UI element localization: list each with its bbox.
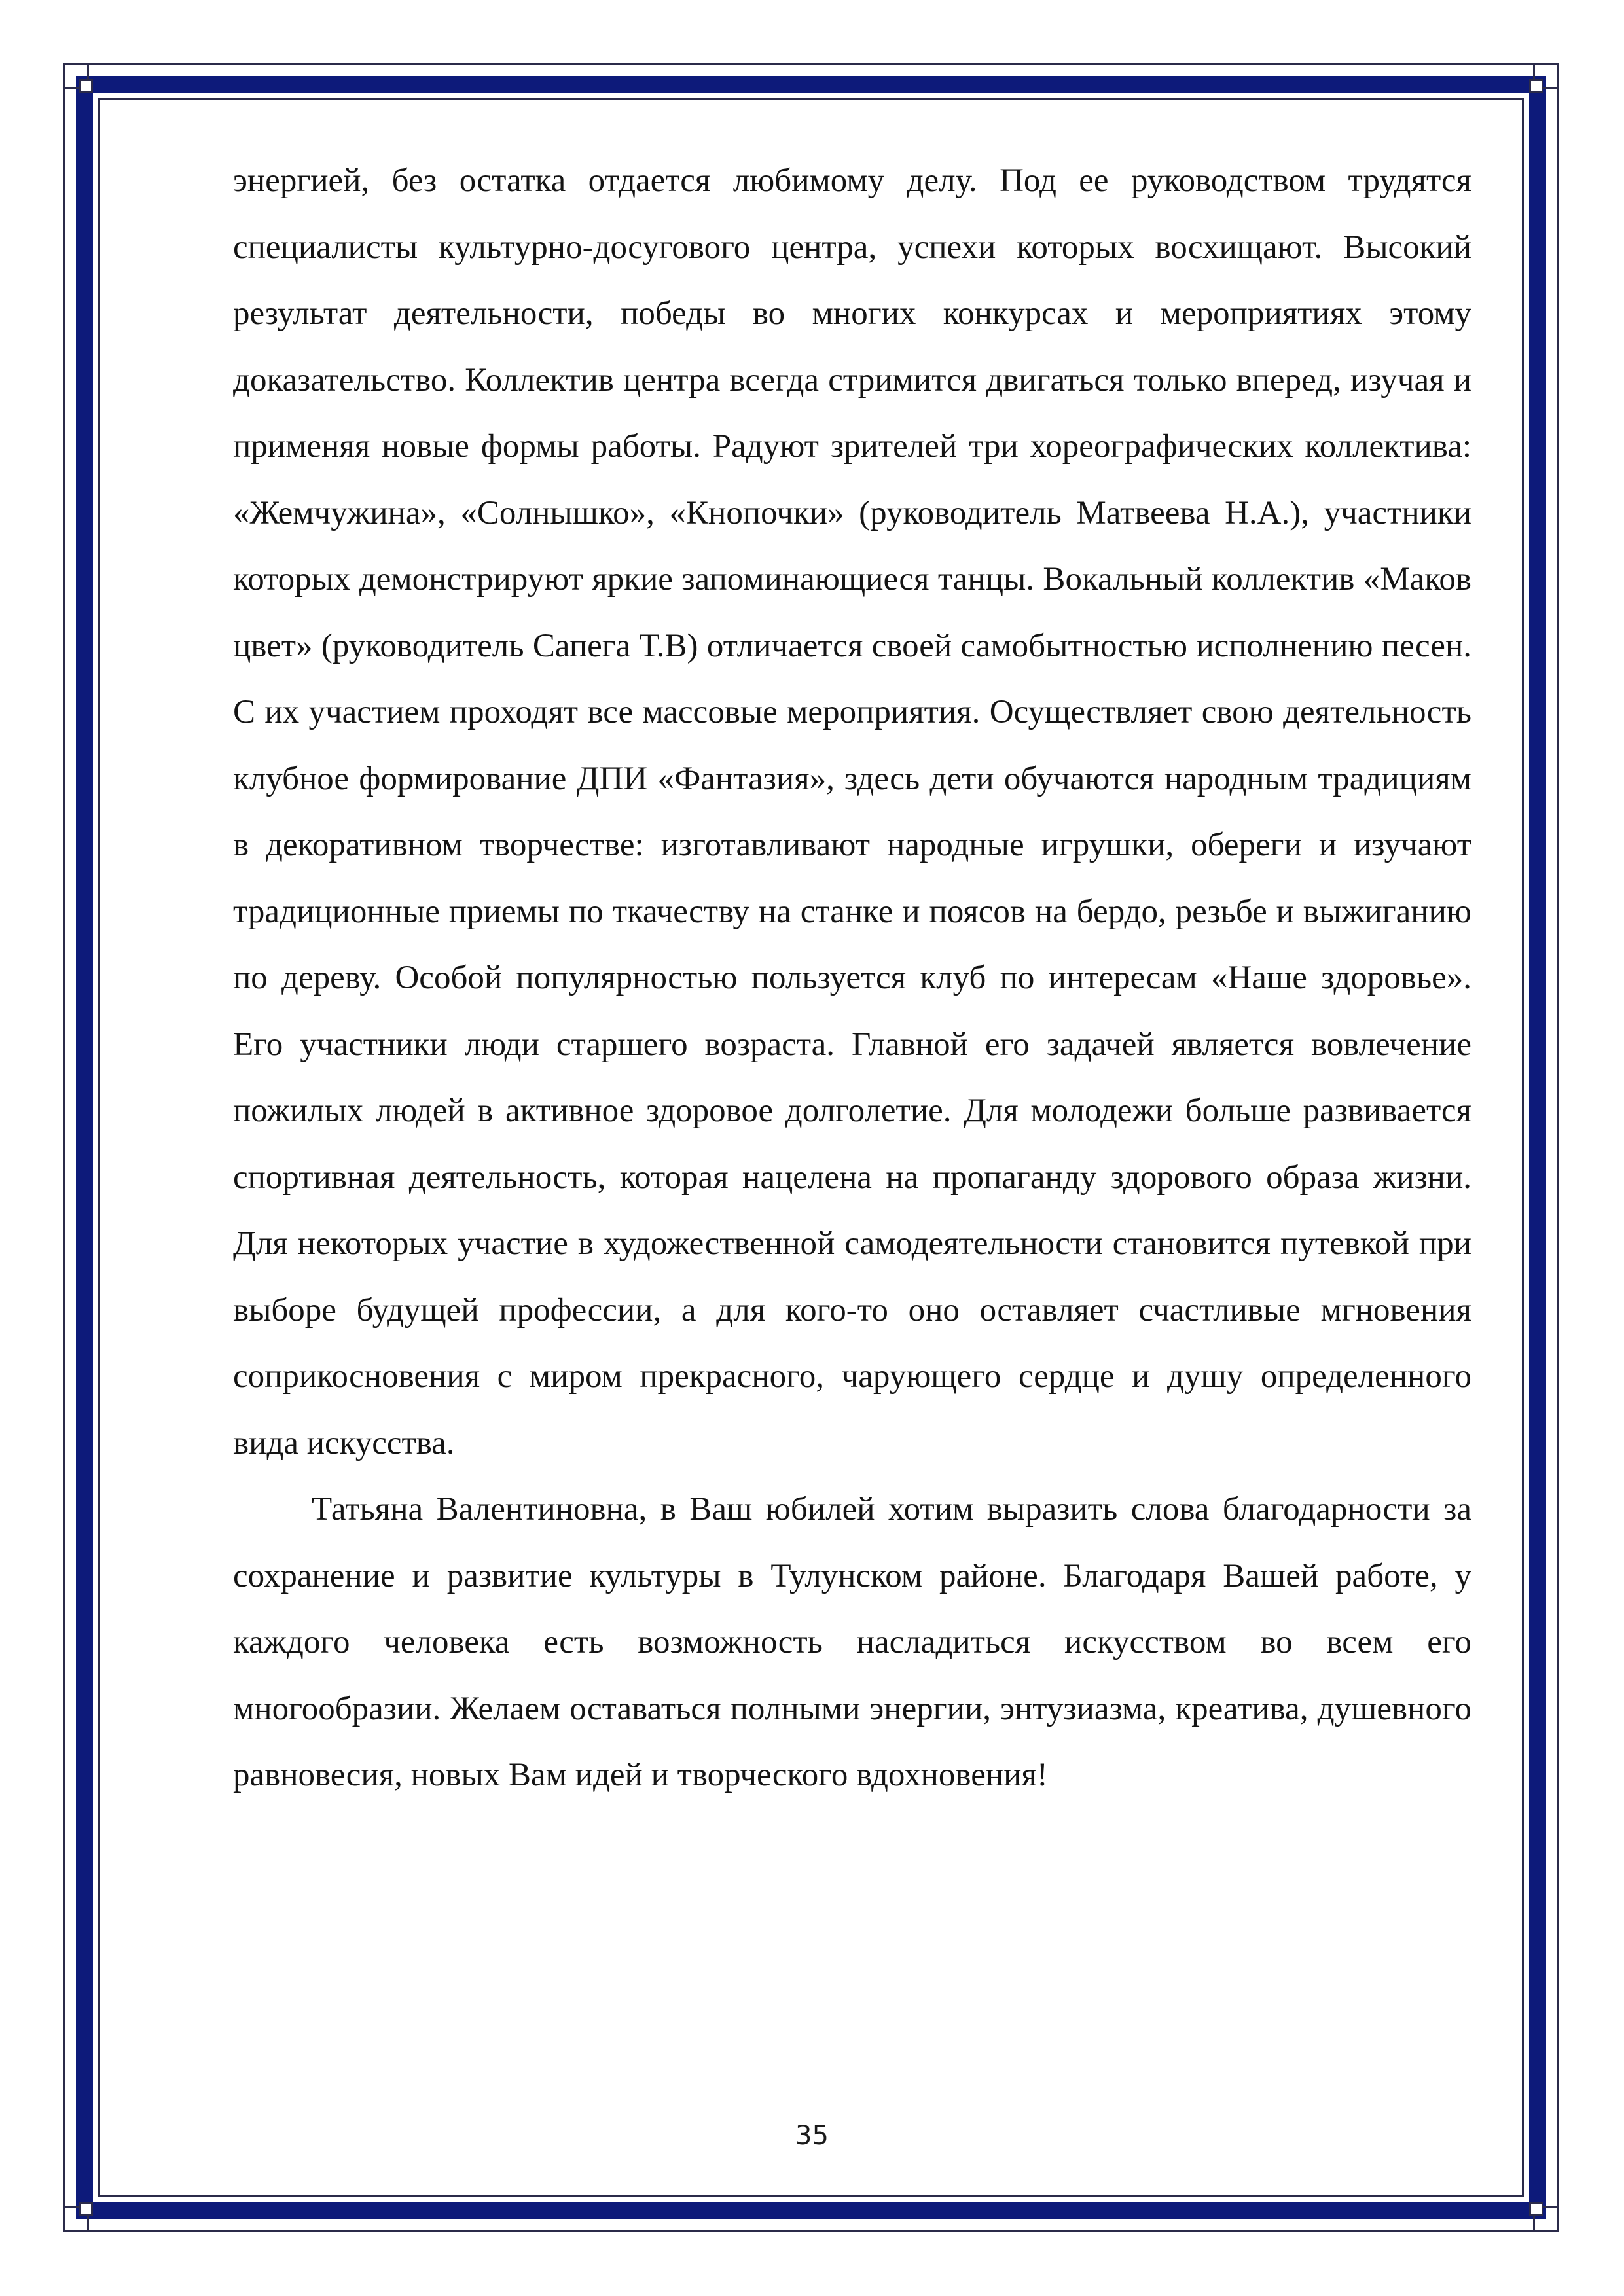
body-text (233, 148, 1471, 1809)
frame-corner-ornament (1520, 63, 1559, 102)
paragraph-continuation: энергией, без остатка отдается любимому делу. Под ее руководством трудятся специалисты культурно-досугового центра, успехи которых восхищают. Высокий результат деятельности, победы во многих конкурсах и мероприятиях этому доказательство. Коллектив центра всегда стримится двигаться только вперед, изучая и применяя новые формы работы. Радуют зрителей три хореографических коллектива: «Жемчужина», «Солнышко», «Кнопочки» (руководитель Матвеева Н.А.), участники которых демонстрируют яркие запоминающиеся танцы. Вокальный коллектив «Маков цвет» (руководитель Сапега Т.В) отличается своей самобытностью исполнению песен. С их участием проходят все массовые мероприятия. Осуществляет свою деятельность клубное формирование ДПИ «Фантазия», здесь дети обучаются народным традициям в декоративном творчестве: изготавливают народные игрушки, обереги и изучают традиционные приемы по ткачеству на станке и поясов на бердо, резьбе и выжиганию по дереву. Особой популярностью пользуется клуб по интересам «Наше здоровье». Его участники люди старшего возраста. Главной его задачей является вовлечение пожилых людей в активное здоровое долголетие. Для молодежи больше развивается спортивная деятельность, которая нацелена на пропаганду здорового образа жизни. Для некоторых участие в художественной самодеятельности становится путевкой при выборе будущей профессии, а для кого-то оно оставляет счастливые мгновения соприкосновения с миром прекрасного, чарующего сердце и душу определенного вида искусства. (233, 162, 1471, 1462)
frame-corner-ornament (63, 63, 102, 102)
frame-corner-ornament (1520, 2193, 1559, 2232)
page-number: 35 (795, 2121, 829, 2151)
paragraph-congratulation: Татьяна Валентиновна, в Ваш юбилей хотим выразить слова благодарности за сохранение и развитие культуры в Тулунском районе. Благодаря Вашей работе, у каждого человека есть возможность насладиться искусством во всем его многообразии. Желаем оставаться полными энергии, энтузиазма, креатива, душевного равновесия, новых Вам идей и творческого вдохновения! (233, 1491, 1471, 1793)
frame-corner-ornament (63, 2193, 102, 2232)
